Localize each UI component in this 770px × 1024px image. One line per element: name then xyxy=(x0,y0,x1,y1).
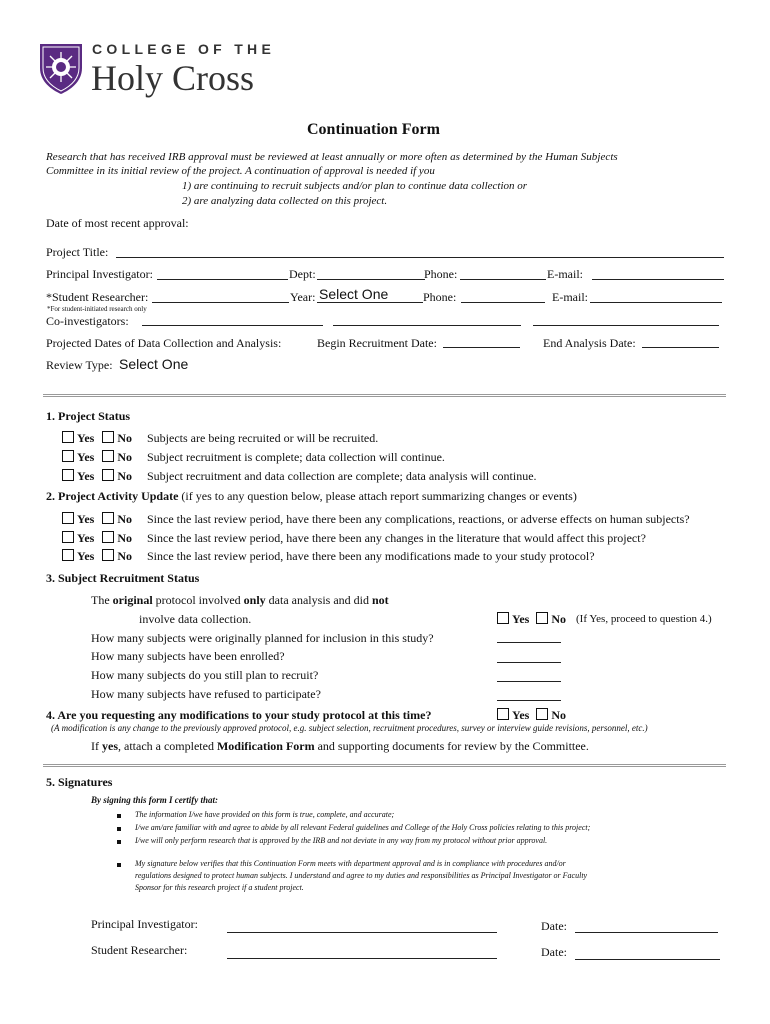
dept-field[interactable] xyxy=(317,279,425,280)
s4-no-checkbox[interactable] xyxy=(536,708,548,720)
pi-field[interactable] xyxy=(157,279,288,280)
s2-q3-options: Yes No xyxy=(62,549,132,564)
end-date-field[interactable] xyxy=(642,347,719,348)
s2-q2-text: Since the last review period, have there been any changes in the literature that would affect this project? xyxy=(147,531,646,545)
phone-label: Phone: xyxy=(424,267,458,281)
s1-q1-options: Yes No xyxy=(62,431,132,446)
s1-q3-no-checkbox[interactable] xyxy=(102,469,114,481)
bullet-1 xyxy=(117,814,121,818)
student-email-field[interactable] xyxy=(590,302,722,303)
begin-date-field[interactable] xyxy=(443,347,520,348)
s4-yes-checkbox[interactable] xyxy=(497,708,509,720)
s1-q3-yes-checkbox[interactable] xyxy=(62,469,74,481)
sig-sr-date-label: Date: xyxy=(541,945,567,959)
s2-q1-yes-checkbox[interactable] xyxy=(62,512,74,524)
coinvestigators-label: Co-investigators: xyxy=(46,314,129,328)
coinvestigator-field-2[interactable] xyxy=(333,325,521,326)
s3-proceed-note: (If Yes, proceed to question 4.) xyxy=(576,613,712,625)
email-field[interactable] xyxy=(592,279,724,280)
coinvestigator-field-3[interactable] xyxy=(533,325,719,326)
cert-item-4-line2: regulations designed to protect human subjects. I understand and agree to my duties and responsibilities as Principal Investigator or Faculty xyxy=(135,871,588,880)
sig-sr-date-field[interactable] xyxy=(575,959,720,960)
s2-q2-yes-checkbox[interactable] xyxy=(62,531,74,543)
year-select-underline xyxy=(317,302,423,303)
projected-dates-label: Projected Dates of Data Collection and Analysis: xyxy=(46,336,282,350)
section5-title: 5. Signatures xyxy=(46,775,113,789)
begin-date-label: Begin Recruitment Date: xyxy=(317,336,437,350)
s4-note: (A modification is any change to the previously approved protocol, e.g. subject selection, recruitment procedures, survey or interview guide revisions, personnel, etc.) xyxy=(51,723,648,733)
sig-pi-date-field[interactable] xyxy=(575,932,718,933)
logo-college-of-the: COLLEGE OF THE xyxy=(92,41,276,57)
s3-q3-field[interactable] xyxy=(497,681,561,682)
s2-q2-no-checkbox[interactable] xyxy=(102,531,114,543)
student-researcher-field[interactable] xyxy=(152,302,289,303)
cert-item-2: I/we am/are familiar with and agree to abide by all relevant Federal guidelines and College of the Holy Cross policies relating to this project; xyxy=(135,823,591,832)
project-title-field[interactable] xyxy=(116,257,724,258)
section2-note: (if yes to any question below, please attach report summarizing changes or events) xyxy=(181,489,577,503)
cert-item-4-line3: Sponsor for this research project if a student project. xyxy=(135,883,304,892)
student-phone-label: Phone: xyxy=(423,290,457,304)
phone-field[interactable] xyxy=(460,279,546,280)
sig-sr-label: Student Researcher: xyxy=(91,943,188,957)
pi-label: Principal Investigator: xyxy=(46,267,153,281)
sig-pi-label: Principal Investigator: xyxy=(91,917,198,931)
s2-q2-options: Yes No xyxy=(62,531,132,546)
s3-no-checkbox[interactable] xyxy=(536,612,548,624)
end-date-label: End Analysis Date: xyxy=(543,336,636,350)
s2-q3-no-checkbox[interactable] xyxy=(102,549,114,561)
student-researcher-label: *Student Researcher: xyxy=(46,290,149,304)
s1-q1-no-checkbox[interactable] xyxy=(102,431,114,443)
s3-q2-text: How many subjects have been enrolled? xyxy=(91,649,285,663)
sig-pi-date-label: Date: xyxy=(541,919,567,933)
s1-q1-yes-checkbox[interactable] xyxy=(62,431,74,443)
s3-intro-line2: involve data collection. xyxy=(139,612,252,626)
cert-item-4-line1: My signature below verifies that this Continuation Form meets with department approval and is in compliance with procedures and/or xyxy=(135,859,566,868)
sig-pi-field[interactable] xyxy=(227,932,497,933)
s2-q1-text: Since the last review period, have there been any complications, reactions, or adverse effects on human subjects? xyxy=(147,512,690,526)
intro-text-line1: Research that has received IRB approval must be reviewed at least annually or more often as determined by the Human Subjects xyxy=(46,151,618,163)
email-label: E-mail: xyxy=(547,267,583,281)
student-email-label: E-mail: xyxy=(552,290,588,304)
s3-yes-checkbox[interactable] xyxy=(497,612,509,624)
section1-title: 1. Project Status xyxy=(46,409,131,423)
section2-title: 2. Project Activity Update xyxy=(46,489,179,503)
s3-q4-field[interactable] xyxy=(497,700,561,701)
s1-q2-options: Yes No xyxy=(62,450,132,465)
s4-yes-no: Yes No xyxy=(497,708,566,723)
s3-q1-text: How many subjects were originally planned for inclusion in this study? xyxy=(91,631,434,645)
s2-q1-options: Yes No xyxy=(62,512,132,527)
s2-q1-no-checkbox[interactable] xyxy=(102,512,114,524)
s1-q2-yes-checkbox[interactable] xyxy=(62,450,74,462)
s4-attach-text: If yes, attach a completed Modification Form and supporting documents for review by the Committee. xyxy=(91,739,589,753)
s3-q2-field[interactable] xyxy=(497,662,561,663)
intro-text-line2: Committee in its initial review of the project. A continuation of approval is needed if you xyxy=(46,165,435,177)
s2-q3-yes-checkbox[interactable] xyxy=(62,549,74,561)
bullet-4 xyxy=(117,863,121,867)
bullet-3 xyxy=(117,840,121,844)
s3-q4-text: How many subjects have refused to participate? xyxy=(91,687,321,701)
year-label: Year: xyxy=(290,290,316,304)
s3-q1-field[interactable] xyxy=(497,642,561,643)
bullet-2 xyxy=(117,827,121,831)
section2-heading xyxy=(46,489,577,504)
student-note: *For student-initiated research only xyxy=(47,305,147,313)
s2-q3-text: Since the last review period, have there been any modifications made to your study protocol? xyxy=(147,549,595,563)
divider xyxy=(43,764,726,767)
approval-date-label: Date of most recent approval: xyxy=(46,216,189,230)
s1-q3-options: Yes No xyxy=(62,469,132,484)
section4-title: 4. Are you requesting any modifications to your study protocol at this time? xyxy=(46,708,432,722)
s3-q3-text: How many subjects do you still plan to recruit? xyxy=(91,668,319,682)
dept-label: Dept: xyxy=(289,267,316,281)
shield-icon xyxy=(38,40,84,96)
review-type-select[interactable]: Select One xyxy=(119,356,189,372)
year-select[interactable]: Select One xyxy=(319,286,389,302)
coinvestigator-field-1[interactable] xyxy=(142,325,323,326)
intro-item-2: 2) are analyzing data collected on this project. xyxy=(182,195,388,207)
cert-item-1: The information I/we have provided on this form is true, complete, and accurate; xyxy=(135,810,395,819)
cert-item-3: I/we will only perform research that is approved by the IRB and not deviate in any way from my protocol without prior approval. xyxy=(135,836,548,845)
s1-q2-text: Subject recruitment is complete; data collection will continue. xyxy=(147,450,445,464)
student-phone-field[interactable] xyxy=(461,302,545,303)
s1-q2-no-checkbox[interactable] xyxy=(102,450,114,462)
review-type-label: Review Type: xyxy=(46,358,113,372)
s3-yes-no: Yes No xyxy=(497,612,566,627)
s1-q1-text: Subjects are being recruited or will be recruited. xyxy=(147,431,379,445)
certify-label: By signing this form I certify that: xyxy=(91,795,219,805)
s1-q3-text: Subject recruitment and data collection are complete; data analysis will continue. xyxy=(147,469,537,483)
intro-item-1: 1) are continuing to recruit subjects and/or plan to continue data collection or xyxy=(182,180,528,192)
divider xyxy=(43,394,726,397)
s3-intro-line1: The original protocol involved only data analysis and did not xyxy=(91,593,389,607)
page-title: Continuation Form xyxy=(307,121,440,138)
project-title-label: Project Title: xyxy=(46,245,109,259)
section3-title: 3. Subject Recruitment Status xyxy=(46,571,200,585)
logo-holy-cross: Holy Cross xyxy=(91,58,255,98)
sig-sr-field[interactable] xyxy=(227,958,497,959)
